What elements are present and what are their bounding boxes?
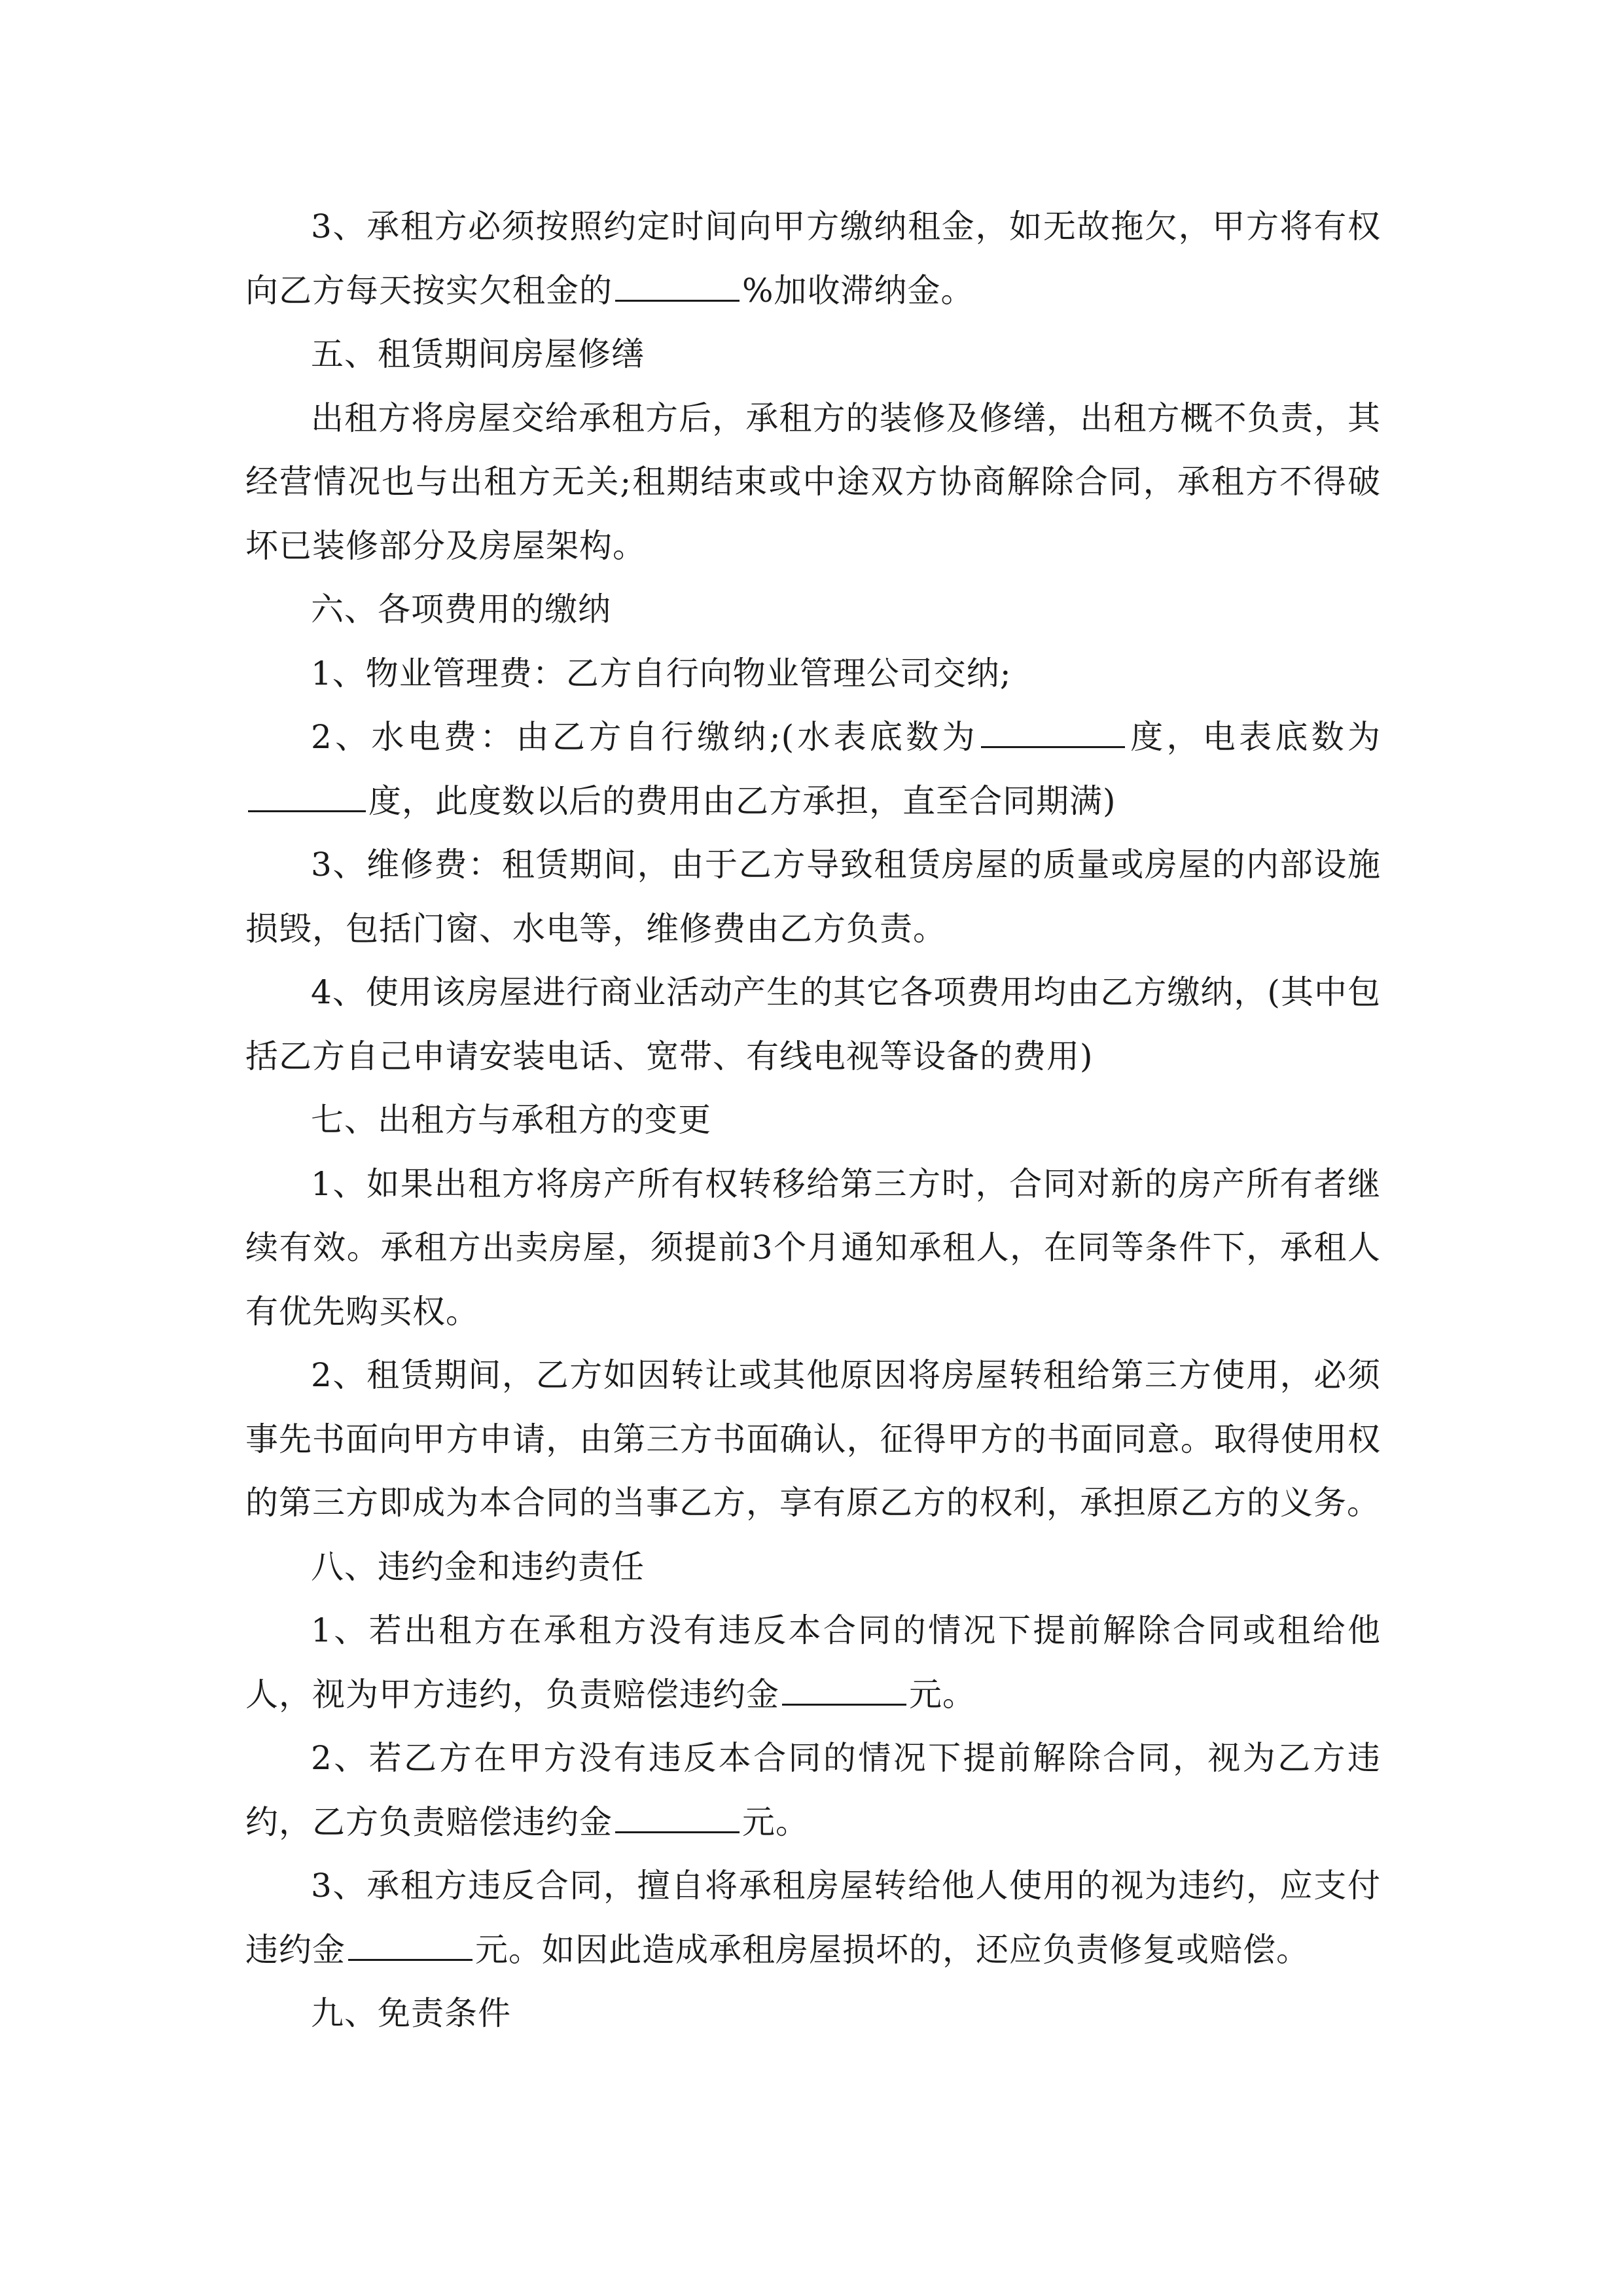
clause-8-1 xyxy=(245,1599,1381,1727)
clause-7-2: 2、租赁期间，乙方如因转让或其他原因将房屋转租给第三方使用，必须事先书面向甲方申请，由第三方书面确认，征得甲方的书面同意。取得使用权的第三方即成为本合同的当事乙方，享有原乙方的权利，承担原乙方的义务。 xyxy=(245,1356,1381,1522)
section-heading-7: 七、出租方与承租方的变更 xyxy=(311,1101,711,1139)
clause-4-3 xyxy=(245,195,1381,323)
fill-blank-electric-meter[interactable] xyxy=(248,780,366,812)
clause-text-after: 元。 xyxy=(742,1803,809,1841)
clause-5: 出租方将房屋交给承租方后，承租方的装修及修缮，出租方概不负责，其经营情况也与出租方无关;租期结束或中途双方协商解除合同，承租方不得破坏已装修部分及房屋架构。 xyxy=(245,399,1381,565)
section-heading-6: 六、各项费用的缴纳 xyxy=(311,590,611,628)
clause-text-after: 度，此度数以后的费用由乙方承担，直至合同期满) xyxy=(368,781,1116,820)
clause-7-1: 1、如果出租方将房产所有权转移给第三方时，合同对新的房产所有者继续有效。承租方出卖房屋，须提前3个月通知承租人，在同等条件下，承租人有优先购买权。 xyxy=(245,1164,1381,1331)
fill-blank-late-fee-rate[interactable] xyxy=(615,270,740,302)
clause-6-1: 1、物业管理费：乙方自行向物业管理公司交纳; xyxy=(311,654,1012,692)
clause-text: 2、若乙方在甲方没有违反本合同的情况下提前解除合同，视为乙方违约，乙方负责赔偿违约金 xyxy=(245,1739,1381,1841)
clause-6-3: 3、维修费：租赁期间，由于乙方导致租赁房屋的质量或房屋的内部设施损毁，包括门窗、水电等，维修费由乙方负责。 xyxy=(245,846,1381,948)
clause-text-after: 元。 xyxy=(909,1675,976,1713)
clause-8-3 xyxy=(245,1854,1381,1982)
fill-blank-penalty-lessee[interactable] xyxy=(615,1801,740,1833)
document-body xyxy=(245,195,1381,2046)
fill-blank-penalty-sublet[interactable] xyxy=(348,1929,473,1961)
clause-text: 3、承租方违反合同，擅自将承租房屋转给他人使用的视为违约，应支付违约金 xyxy=(245,1867,1381,1969)
clause-text: 1、若出租方在承租方没有违反本合同的情况下提前解除合同或租给他人，视为甲方违约，负责赔偿违约金 xyxy=(245,1611,1381,1713)
clause-text: 2、水电费：由乙方自行缴纳;(水表底数为 xyxy=(311,718,978,756)
section-heading-5: 五、租赁期间房屋修缮 xyxy=(311,335,645,373)
clause-6-2 xyxy=(245,706,1381,833)
clause-text-after: %加收滞纳金。 xyxy=(742,271,974,310)
clause-text-after: 元。如因此造成承租房屋损坏的，还应负责修复或赔偿。 xyxy=(475,1930,1310,1969)
clause-text: 3、承租方必须按照约定时间向甲方缴纳租金，如无故拖欠，甲方将有权向乙方每天按实欠租金的 xyxy=(245,207,1381,310)
section-heading-8: 八、违约金和违约责任 xyxy=(311,1547,645,1586)
clause-text-mid: 度，电表底数为 xyxy=(1127,718,1381,756)
section-heading-9: 九、免责条件 xyxy=(311,1994,511,2032)
clause-6-4: 4、使用该房屋进行商业活动产生的其它各项费用均由乙方缴纳，(其中包括乙方自己申请安装电话、宽带、有线电视等设备的费用) xyxy=(245,973,1381,1075)
fill-blank-water-meter[interactable] xyxy=(981,716,1125,748)
fill-blank-penalty-lessor[interactable] xyxy=(782,1674,906,1706)
clause-8-2 xyxy=(245,1727,1381,1854)
